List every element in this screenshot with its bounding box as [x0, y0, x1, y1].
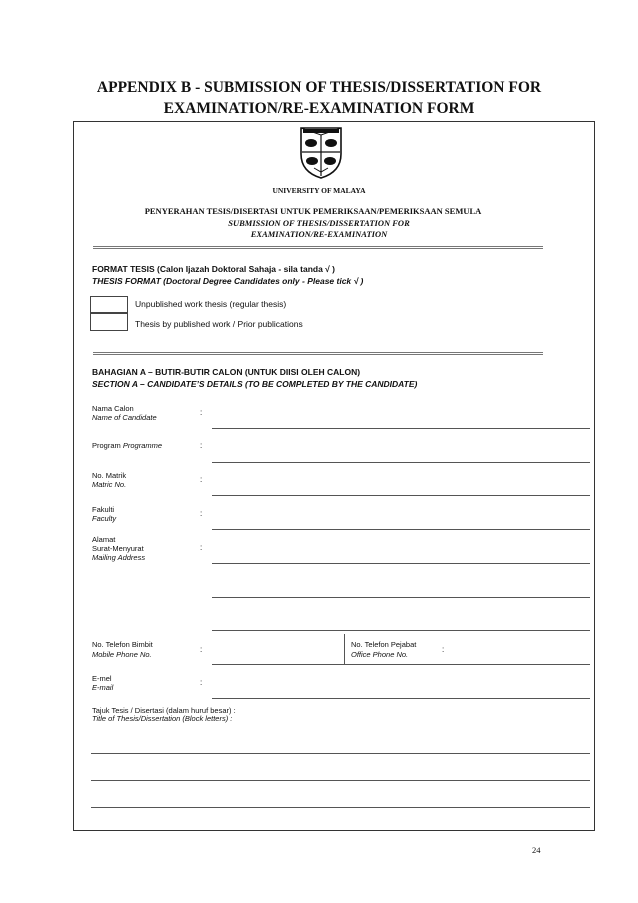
address-input-line-1[interactable]	[212, 563, 590, 564]
name-input-line[interactable]	[212, 428, 590, 429]
format-heading-english: THESIS FORMAT (Doctoral Degree Candidates only - Please tick √ )	[92, 276, 364, 286]
address-label-malay-1: Alamat	[92, 535, 116, 544]
name-label-english: Name of Candidate	[92, 413, 157, 422]
format-checkbox-unpublished[interactable]	[90, 296, 128, 313]
office-input-line[interactable]	[344, 664, 590, 665]
address-input-line-2[interactable]	[212, 597, 590, 598]
mobile-label-english: Mobile Phone No.	[92, 650, 152, 659]
email-colon: :	[200, 678, 203, 687]
faculty-label-malay: Fakulti	[92, 505, 115, 514]
email-label-english: E-mail	[92, 683, 114, 692]
english-form-title-line2: EXAMINATION/RE-EXAMINATION	[250, 229, 388, 239]
programme-input-line[interactable]	[212, 462, 590, 463]
thesis-title-label-english: Title of Thesis/Dissertation (Block letters) :	[92, 714, 233, 723]
address-label-english: Mailing Address	[92, 553, 146, 562]
email-label-malay: E-mel	[92, 674, 112, 683]
office-label-malay: No. Telefon Pejabat	[351, 640, 417, 649]
faculty-input-line[interactable]	[212, 529, 590, 530]
page-number: 24	[532, 845, 541, 855]
matric-colon: :	[200, 475, 203, 484]
section-a-heading-malay: BAHAGIAN A – BUTIR-BUTIR CALON (UNTUK DIISI OLEH CALON)	[92, 367, 361, 377]
address-label-malay-2: Surat-Menyurat	[92, 544, 144, 553]
appendix-title-line1: APPENDIX B - SUBMISSION OF THESIS/DISSERTATION FOR	[96, 79, 542, 96]
university-crest-icon	[299, 126, 343, 180]
office-colon: :	[442, 645, 445, 654]
mobile-label-malay: No. Telefon Bimbit	[92, 640, 153, 649]
name-colon: :	[200, 408, 203, 417]
header-divider	[93, 246, 543, 249]
name-label-malay: Nama Calon	[92, 404, 134, 413]
thesis-title-line-3[interactable]	[91, 807, 590, 808]
section-a-heading-english: SECTION A – CANDIDATE’S DETAILS (TO BE COMPLETED BY THE CANDIDATE)	[92, 379, 418, 389]
programme-label: Program Programme	[92, 441, 163, 450]
phone-divider	[344, 634, 345, 665]
matric-label-english: Matric No.	[92, 480, 127, 489]
english-form-title-line1: SUBMISSION OF THESIS/DISSERTATION FOR	[228, 218, 410, 228]
thesis-title-label-malay: Tajuk Tesis / Disertasi (dalam huruf besar) :	[92, 706, 236, 715]
malay-form-title: PENYERAHAN TESIS/DISERTASI UNTUK PEMERIKSAAN/PEMERIKSAAN SEMULA	[144, 206, 482, 216]
format-option-unpublished: Unpublished work thesis (regular thesis)	[135, 299, 287, 309]
matric-input-line[interactable]	[212, 495, 590, 496]
faculty-label-english: Faculty	[92, 514, 117, 523]
email-input-line[interactable]	[212, 698, 590, 699]
format-heading-malay: FORMAT TESIS (Calon Ijazah Doktoral Sahaja - sila tanda √ )	[92, 264, 336, 274]
thesis-title-line-2[interactable]	[91, 780, 590, 781]
format-divider	[93, 352, 543, 355]
format-checkbox-published[interactable]	[90, 313, 128, 331]
office-label-english: Office Phone No.	[351, 650, 409, 659]
mobile-colon: :	[200, 645, 203, 654]
programme-colon: :	[200, 441, 203, 450]
thesis-title-line-1[interactable]	[91, 753, 590, 754]
address-colon: :	[200, 543, 203, 552]
format-option-published: Thesis by published work / Prior publications	[135, 319, 303, 329]
address-input-line-3[interactable]	[212, 630, 590, 631]
university-name: UNIVERSITY OF MALAYA	[272, 186, 366, 195]
faculty-colon: :	[200, 509, 203, 518]
matric-label-malay: No. Matrik	[92, 471, 127, 480]
mobile-input-line[interactable]	[212, 664, 344, 665]
appendix-title-line2: EXAMINATION/RE-EXAMINATION FORM	[163, 100, 475, 117]
